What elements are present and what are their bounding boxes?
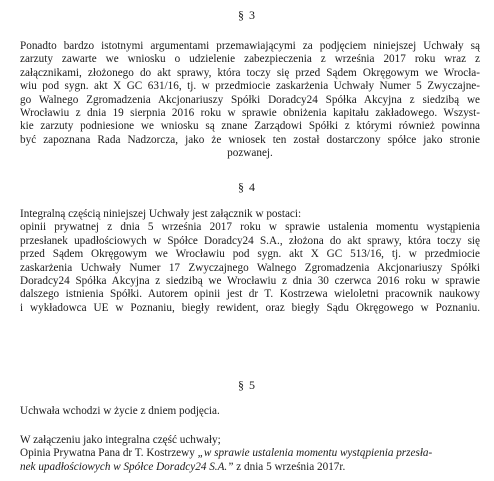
section-4-line: dalszego istnienia Spółki. Autorem opinii jest dr T. Kostrzewa wieloletni pracownik naukowy <box>20 288 480 301</box>
section-5-body <box>20 405 480 418</box>
section-4-line: opinii prywatnej z dnia 5 września 2017 roku w sprawie ustalenia momentu wystąpienia <box>20 221 480 234</box>
opinion-title-part-1: „w sprawie ustalenia momentu wystąpienia przesła- <box>197 447 433 460</box>
opinion-prefix: Opinia Prywatna Pana dr T. Kostrzewy <box>20 447 198 460</box>
opinion-suffix: z dnia 5 września 2017r. <box>233 460 346 473</box>
section-4-heading: § 4 <box>238 180 256 194</box>
section-4-line: przed Sądem Okręgowym we Wrocławiu pod sygn. akt X GC 513/16, tj. w przedmiocie <box>20 248 480 261</box>
section-5-enactment-line: Uchwała wchodzi w życie z dniem podjęcia. <box>20 405 220 417</box>
section-3-line: być zapoznana Rada Nadzorcza, jako że wniosek ten został dostarczony spółce jako stronie <box>20 133 480 146</box>
section-3-line: go Walnego Zgromadzenia Akcjonariuszy Spółki Doradcy24 Spółka Akcyjna z siedzibą we <box>20 93 480 106</box>
section-3-heading: § 3 <box>238 8 256 22</box>
attachment-intro: W załączeniu jako integralna część uchwały; <box>20 434 221 446</box>
section-4-line: przesłanek upadłościowych w Spółce Doradcy24 S.A., złożona do akt sprawy, która toczy się <box>20 234 480 247</box>
attachment-block <box>20 434 480 474</box>
section-4-line: zaskarżenia Uchwały Numer 17 Zwyczajnego Walnego Zgromadzenia Akcjonariuszy Spółki <box>20 261 480 274</box>
opinion-title-part-2: nek upadłościowych w Spółce Doradcy24 S.A.” <box>20 460 234 473</box>
section-4-line: Doradcy24 Spółka Akcyjna z siedzibą we Wrocławiu z dnia 30 czerwca 2016 roku w sprawie <box>20 275 480 288</box>
section-3-line: załącznikami, złożonego do akt sprawy, która toczy się przed Sądem Okręgowym we Wrocła- <box>20 66 480 79</box>
section-4-body <box>20 208 480 315</box>
section-3-line: pozwanej. <box>227 147 273 160</box>
section-3-line: kie zarzuty podniesione we wniosku są znane Zarządowi Spółki z którymi również powinna <box>20 120 480 133</box>
section-3-line: Wrocławiu z dnia 19 sierpnia 2016 roku w sprawie obniżenia kapitału zakładowego. Wszyst- <box>20 107 480 120</box>
attachment-opinion-line-1 <box>20 447 480 460</box>
section-4-line: i wykładowca UE w Poznaniu, biegły rewident, oraz biegły Sądu Okręgowego w Poznaniu. <box>20 301 480 314</box>
section-5-heading: § 5 <box>238 378 256 392</box>
attachment-opinion-line-2 <box>20 461 480 474</box>
section-3-line: wiu pod sygn. akt X GC 631/16, tj. w przedmiocie zaskarżenia Uchwały Numer 5 Zwyczajne- <box>20 80 480 93</box>
section-4-line: Integralną częścią niniejszej Uchwały jest załącznik w postaci: <box>20 208 302 220</box>
section-3-line: Ponadto bardzo istotnymi argumentami przemawiającymi za podjęciem niniejszej Uchwały są <box>20 40 480 52</box>
section-3-line: zarzuty zawarte we wniosku o udzielenie zabezpieczenia z września 2017 roku wraz z <box>20 53 480 66</box>
section-3-body <box>20 40 480 161</box>
